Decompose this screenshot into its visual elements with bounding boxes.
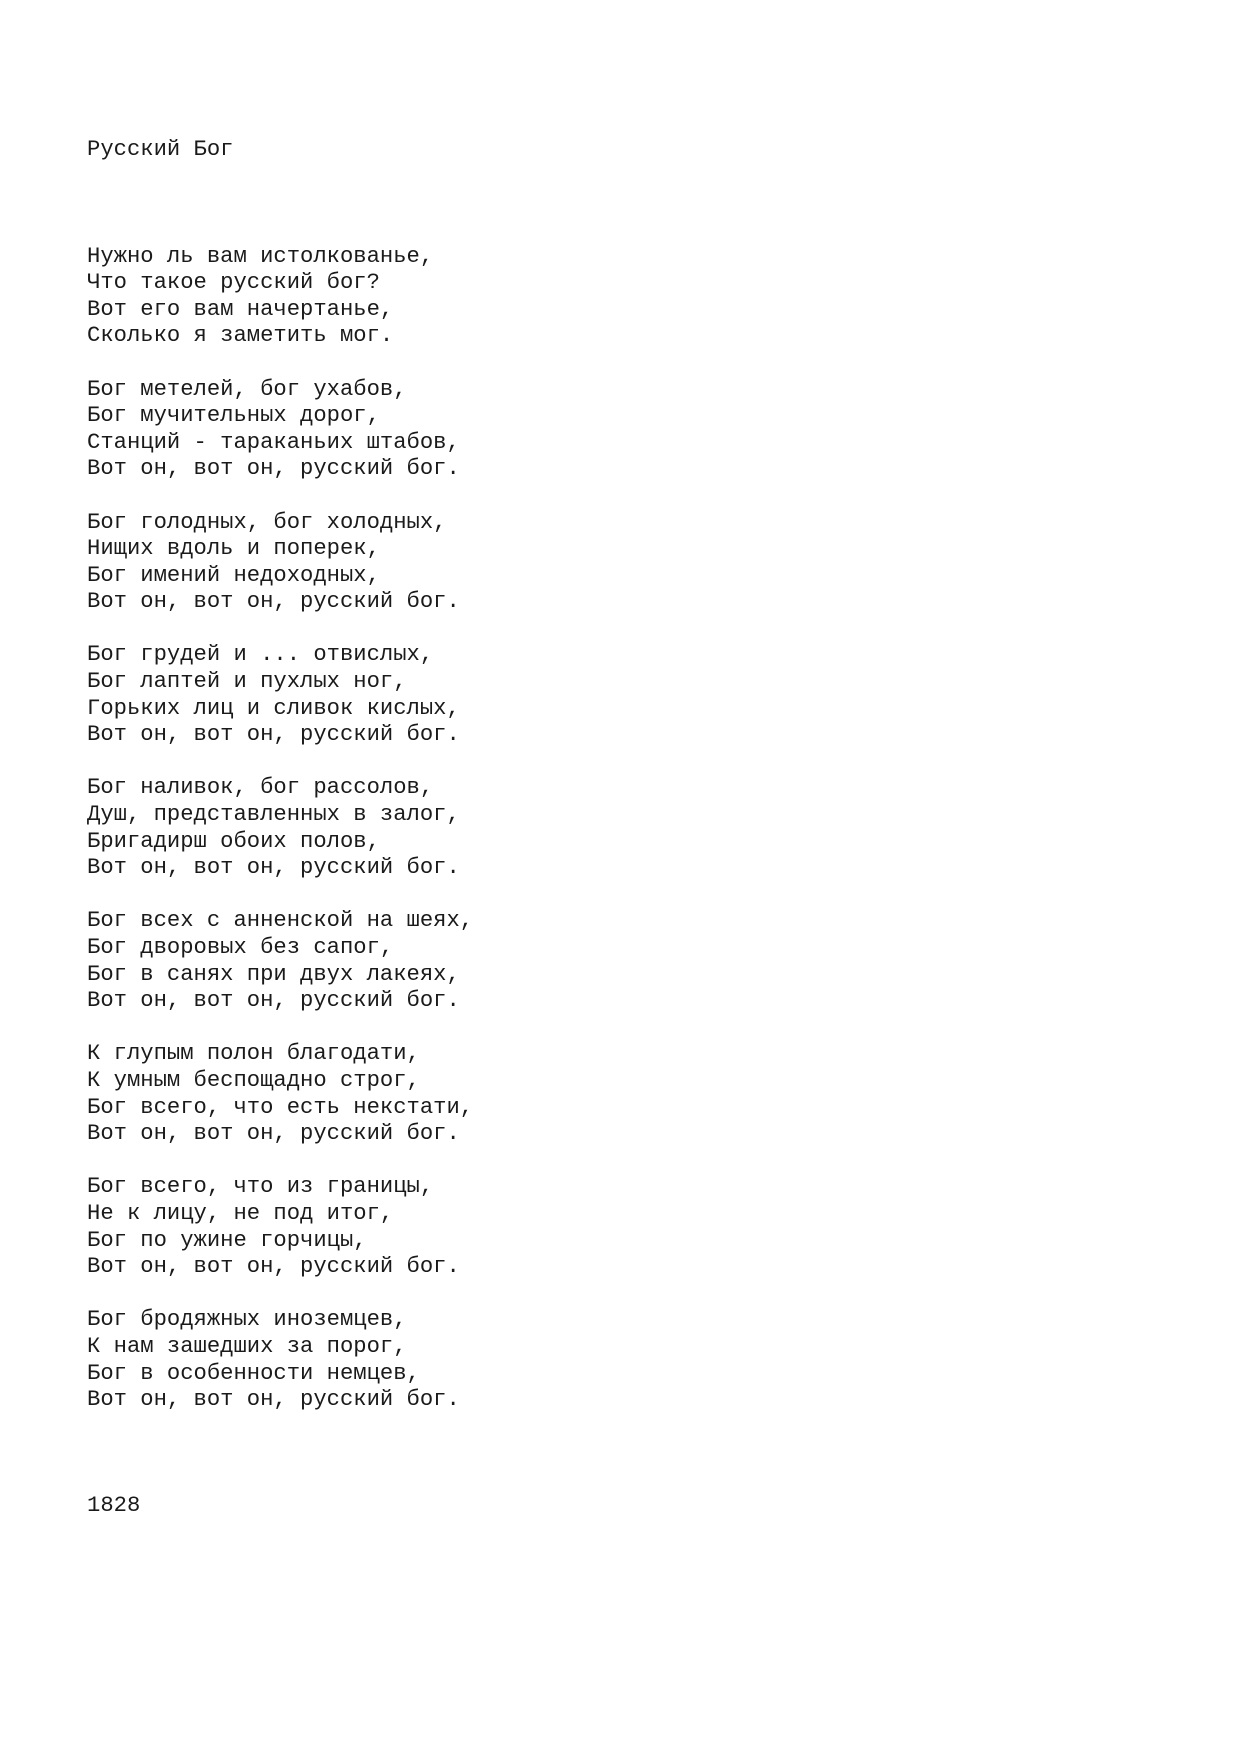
poem-line: Сколько я заметить мог. bbox=[87, 323, 394, 349]
poem-line: Вот он, вот он, русский бог. bbox=[87, 1387, 460, 1413]
poem-line: Вот он, вот он, русский бог. bbox=[87, 988, 460, 1014]
poem-line: Бог всего, что из границы, bbox=[87, 1174, 434, 1200]
poem-line: К глупым полон благодати, bbox=[87, 1041, 420, 1067]
poem-line: Вот он, вот он, русский бог. bbox=[87, 722, 460, 748]
poem-line: Нищих вдоль и поперек, bbox=[87, 536, 380, 562]
poem-line: Бог имений недоходных, bbox=[87, 562, 380, 588]
poem-line: Бог дворовых без сапог, bbox=[87, 935, 394, 960]
stanza bbox=[87, 1174, 1187, 1280]
stanza bbox=[87, 244, 1187, 350]
poem-line: Бог метелей, бог ухабов, bbox=[87, 376, 407, 402]
poem-line: Вот его вам начертанье, bbox=[87, 296, 394, 322]
poem-line: Душ, представленных в залог, bbox=[87, 802, 460, 828]
poem-line: Вот он, вот он, русский бог. bbox=[87, 855, 460, 881]
poem-line: Бог наливок, бог рассолов, bbox=[87, 775, 434, 801]
poem-line: Бог в санях при двух лакеях, bbox=[87, 961, 460, 987]
poem-line: Что такое русский бог? bbox=[87, 270, 380, 296]
poem-line: Бригадирш обоих полов, bbox=[87, 828, 380, 854]
poem-line: Бог по ужине горчицы, bbox=[87, 1227, 367, 1253]
stanza bbox=[87, 642, 1187, 748]
poem-line: Вот он, вот он, русский бог. bbox=[87, 1121, 460, 1147]
poem-line: Бог мучительных дорог, bbox=[87, 403, 380, 429]
stanza bbox=[87, 377, 1187, 483]
poem-line: Вот он, вот он, русский бог. bbox=[87, 1254, 460, 1280]
poem-line: Бог грудей и ... отвислых, bbox=[87, 642, 434, 668]
poem-line: Вот он, вот он, русский бог. bbox=[87, 589, 460, 615]
stanza bbox=[87, 775, 1187, 881]
poem-line: Бог всех с анненской на шеях, bbox=[87, 908, 474, 934]
poem-line: Бог голодных, бог холодных, bbox=[87, 509, 447, 535]
poem-line: Бог всего, что есть некстати, bbox=[87, 1094, 474, 1120]
poem-line: Вот он, вот он, русский бог. bbox=[87, 456, 460, 482]
poem-line: Нужно ль вам истолкованье, bbox=[87, 243, 434, 269]
poem-line: К умным беспощадно строг, bbox=[87, 1067, 420, 1093]
poem-line: Бог лаптей и пухлых ног, bbox=[87, 669, 407, 695]
stanza bbox=[87, 908, 1187, 1014]
poem-line: Не к лицу, не под итог, bbox=[87, 1200, 394, 1226]
stanza bbox=[87, 510, 1187, 616]
poem bbox=[87, 84, 1187, 1573]
poem-line: Горьких лиц и сливок кислых, bbox=[87, 695, 460, 721]
poem-title: Русский Бог bbox=[87, 137, 234, 163]
stanza-list bbox=[87, 244, 1187, 1414]
poem-line: К нам зашедших за порог, bbox=[87, 1333, 407, 1359]
stanza bbox=[87, 1307, 1187, 1413]
poem-line: Бог в особенности немцев, bbox=[87, 1360, 420, 1386]
poem-line: Станций - тараканьих штабов, bbox=[87, 429, 460, 455]
poem-year: 1828 bbox=[87, 1493, 141, 1519]
poem-line: Бог бродяжных иноземцев, bbox=[87, 1307, 407, 1333]
stanza bbox=[87, 1041, 1187, 1147]
